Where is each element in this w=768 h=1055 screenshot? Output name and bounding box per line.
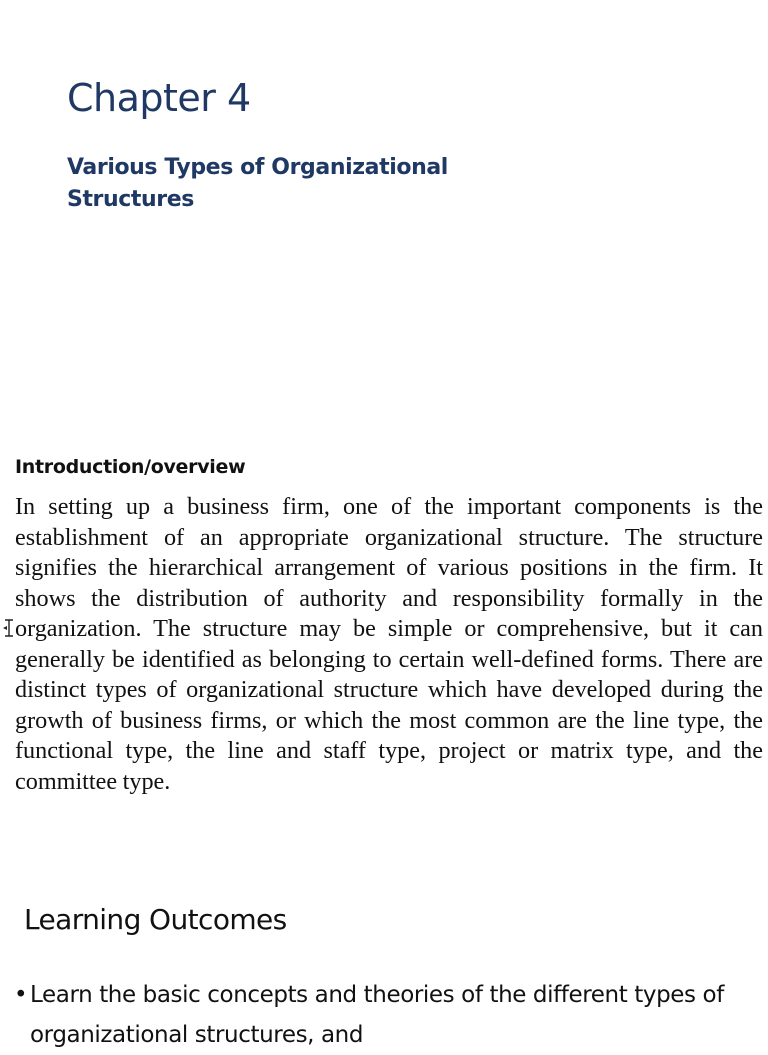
bullet-icon: • — [14, 982, 28, 1008]
learning-outcomes-heading: Learning Outcomes — [24, 903, 287, 936]
list-item — [14, 975, 764, 1055]
intro-heading: Introduction/overview — [15, 456, 246, 478]
text-cursor-icon — [2, 619, 16, 637]
chapter-subtitle: Various Types of Organizational Structures — [67, 155, 448, 212]
learning-outcomes-list — [14, 975, 764, 1055]
chapter-title: Chapter 4 — [67, 76, 251, 120]
intro-paragraph: In setting up a business firm, one of the important components is the establishment of an appropriate organizational structure. The structure signifies the hierarchical arrangement of various positions in the firm. It shows the distribution of authority and responsibility formally in the organization. The structure may be simple or comprehensive, but it can generally be identified as belonging to certain well-defined forms. There are distinct types of organizational structure which have developed during the growth of business firms, or which the most common are the line type, the functional type, the line and staff type, project or matrix type, and the committee type. — [15, 493, 763, 795]
list-item-text: Learn the basic concepts and theories of the different types of organizational structures, and — [30, 982, 724, 1048]
